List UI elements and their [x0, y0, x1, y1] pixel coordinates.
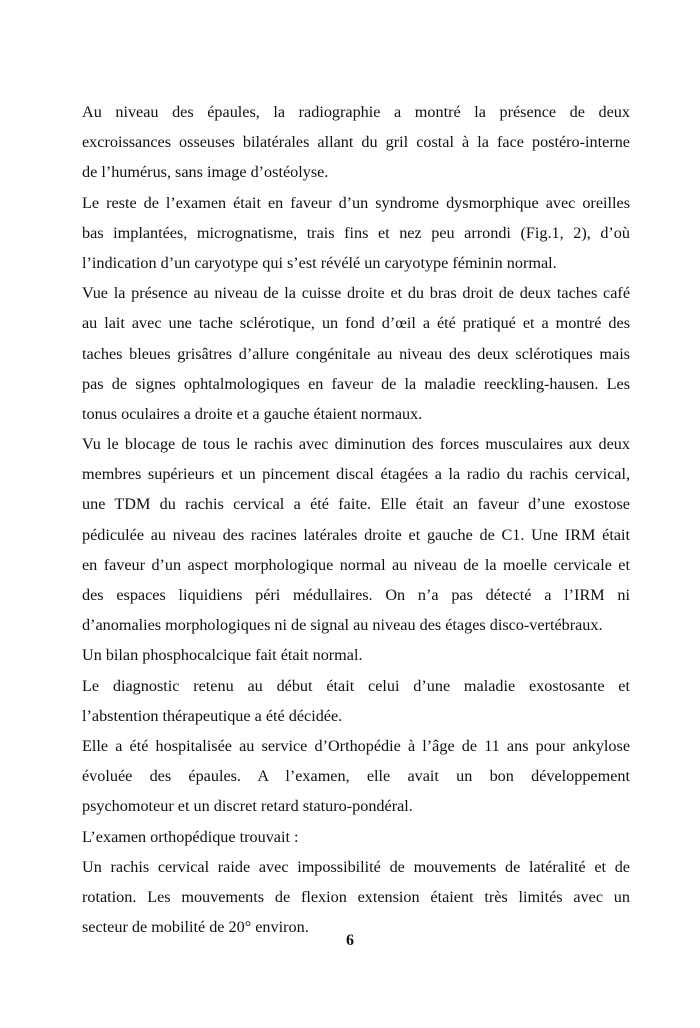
text-line: pédiculée au niveau des racines latérales droite et gauche de C1. Une IRM était [82, 525, 630, 544]
text-line: bas implantées, micrognatisme, trais fins et nez peu arrondi (Fig.1, 2), d’où [82, 223, 630, 242]
text-line: Le diagnostic retenu au début était celui d’une maladie exostosante et [82, 676, 630, 695]
body-text [82, 97, 630, 942]
paragraph-spine-imaging [82, 429, 630, 640]
paragraph-cervical-spine-findings [82, 852, 630, 943]
text-line: secteur de mobilité de 20° environ. [82, 918, 309, 937]
text-line: au lait avec une tache sclérotique, un fond d’œil a été pratiqué et a montré des [82, 314, 630, 333]
text-line: membres supérieurs et un pincement discal étagées a la radio du rachis cervical, [82, 465, 630, 484]
text-line: excroissances osseuses bilatérales allant du gril costal à la face postéro-interne [82, 133, 630, 152]
text-line: L’examen orthopédique trouvait : [82, 827, 299, 846]
text-line: rotation. Les mouvements de flexion extension étaient très limités avec un [82, 887, 630, 906]
paragraph-diagnosis [82, 671, 630, 731]
text-line: tonus oculaires a droite et a gauche étaient normaux. [82, 404, 423, 423]
text-line: Un rachis cervical raide avec impossibilité de mouvements de latéralité et de [82, 857, 630, 876]
paragraph-shoulders-radiography [82, 97, 630, 188]
text-line: taches bleues grisâtres d’allure congénitale au niveau des deux sclérotiques mais [82, 344, 630, 363]
paragraph-orthopedic-exam-heading [82, 822, 630, 852]
text-line: l’indication d’un caryotype qui s’est révélé un caryotype féminin normal. [82, 253, 557, 272]
paragraph-hospitalization [82, 731, 630, 822]
text-line: Elle a été hospitalisée au service d’Orthopédie à l’âge de 11 ans pour ankylose [82, 736, 630, 755]
text-line: Le reste de l’examen était en faveur d’un syndrome dysmorphique avec oreilles [82, 193, 630, 212]
text-line: en faveur d’un aspect morphologique normal au niveau de la moelle cervicale et [82, 555, 630, 574]
text-line: des espaces liquidiens péri médullaires. On n’a pas détecté a l’IRM ni [82, 586, 630, 604]
text-line: pas de signes ophtalmologiques en faveur de la maladie reeckling-hausen. Les [82, 374, 630, 393]
page-number: 6 [346, 932, 354, 949]
text-line: d’anomalies morphologiques ni de signal au niveau des étages disco-vertébraux. [82, 616, 603, 635]
text-line: Un bilan phosphocalcique fait était normal. [82, 646, 363, 665]
paragraph-dysmorphic-syndrome [82, 188, 630, 279]
paragraph-cafe-au-lait-spots [82, 278, 630, 429]
paragraph-phosphocalcic-assessment [82, 640, 630, 670]
text-line: une TDM du rachis cervical a été faite. Elle était an faveur d’une exostose [82, 495, 630, 514]
text-line: Vue la présence au niveau de la cuisse droite et du bras droit de deux taches café [82, 284, 630, 303]
text-line: psychomoteur et un discret retard staturo-pondéral. [82, 797, 413, 816]
text-line: Au niveau des épaules, la radiographie a montré la présence de deux [82, 103, 630, 121]
text-line: l’abstention thérapeutique a été décidée. [82, 706, 343, 725]
text-line: de l’humérus, sans image d’ostéolyse. [82, 163, 329, 182]
text-line: Vu le blocage de tous le rachis avec diminution des forces musculaires aux deux [82, 435, 630, 454]
text-line: évoluée des épaules. A l’examen, elle avait un bon développement [82, 767, 630, 786]
